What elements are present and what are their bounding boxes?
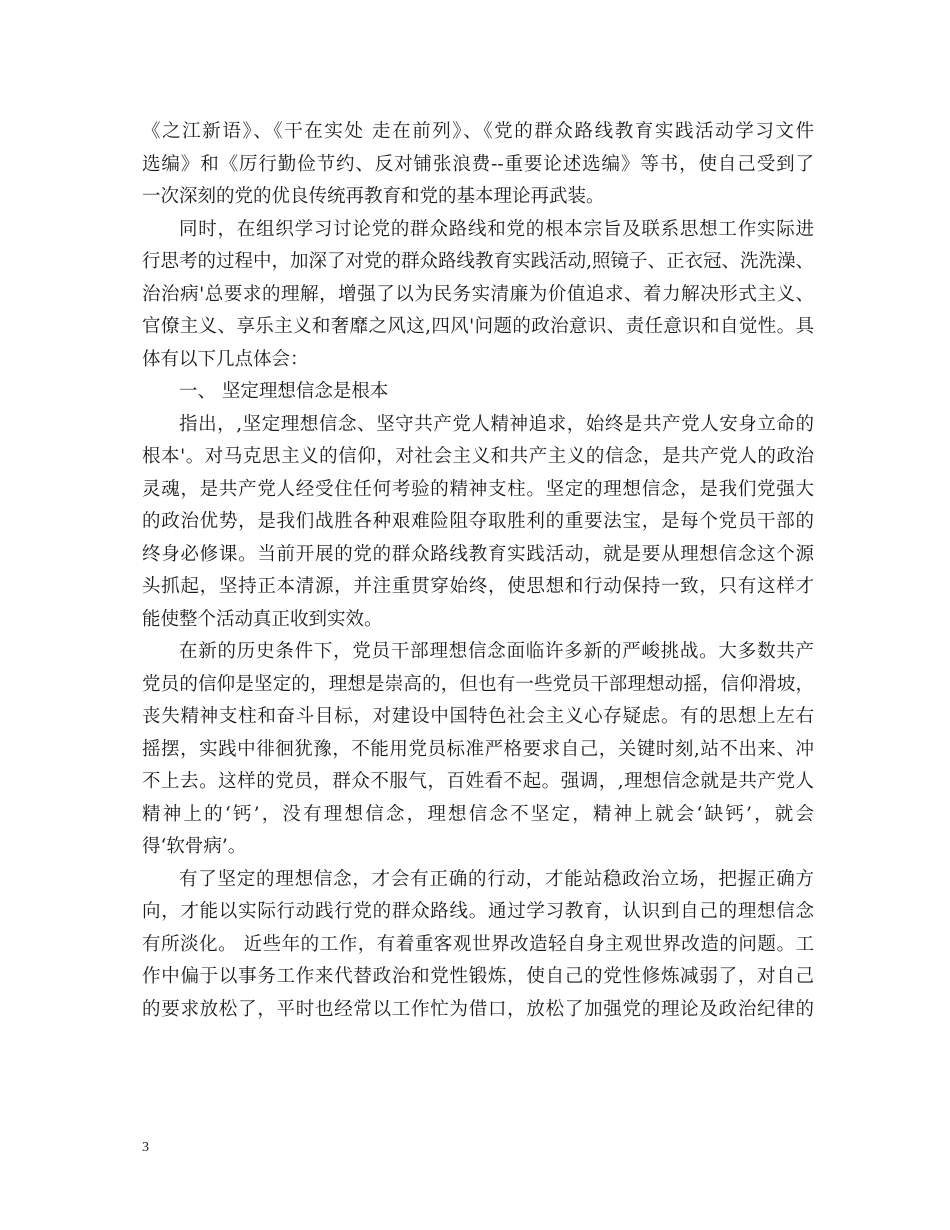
text-line: 不上去。这样的党员，群众不服气，百姓看不起。强调，,理想信念就是共产党人 [142,771,814,792]
section-heading: 一、 坚定理想信念是根本 [179,381,389,402]
text-line: 精神上的‘钙’，没有理想信念，理想信念不坚定，精神上就会‘缺钙’，就会 [142,803,814,825]
text-line: 的要求放松了，平时也经常以工作忙为借口，放松了加强党的理论及政治纪律的 [142,998,814,1020]
text-line: 《之江新语》、《干在实处 走在前列》、《党的群众路线教育实践活动学习文件 [142,121,814,142]
text-line: 一次深刻的党的优良传统再教育和党的基本理论再武装。 [142,186,605,207]
page-number: 3 [142,1140,149,1155]
document-body [142,116,814,1026]
text-line: 灵魂，是共产党人经受住任何考验的精神支柱。坚定的理想信念，是我们党强大 [142,478,814,500]
text-line: 党员的信仰是坚定的，理想是崇高的，但也有一些党员干部理想动摇，信仰滑坡， [142,673,814,695]
text-line: 官僚主义、享乐主义和奢靡之风这,四风'问题的政治意识、责任意识和自觉性。具 [142,316,814,337]
text-line: 丧失精神支柱和奋斗目标，对建设中国特色社会主义心存疑虑。有的思想上左右 [142,706,814,727]
text-line: 摇摆，实践中徘徊犹豫，不能用党员标准严格要求自己，关键时刻,站不出来、冲 [142,738,814,760]
text-line: 有所淡化。 近些年的工作，有着重客观世界改造轻自身主观世界改造的问题。工 [142,933,814,955]
text-line: 根本'。对马克思主义的信仰，对社会主义和共产主义的信念，是共产党人的政治 [142,446,814,467]
text-line: 同时，在组织学习讨论党的群众路线和党的根本宗旨及联系思想工作实际进 [179,218,814,240]
text-line: 终身必修课。当前开展的党的群众路线教育实践活动，就是要从理想信念这个源 [142,543,814,565]
text-line: 治治病'总要求的理解，增强了以为民务实清廉为价值追求、着力解决形式主义、 [142,283,814,305]
text-line: 头抓起，坚持正本清源，并注重贯穿始终，使思想和行动保持一致，只有这样才 [142,576,814,597]
text-line: 能使整个活动真正收到实效。 [142,608,383,630]
text-line: 行思考的过程中，加深了对党的群众路线教育实践活动,照镜子、正衣冠、洗洗澡、 [142,251,814,272]
text-line: 得‘软骨病’。 [142,836,247,857]
text-line: 指出，,坚定理想信念、坚守共产党人精神追求，始终是共产党人安身立命的 [179,413,814,435]
text-line: 在新的历史条件下，党员干部理想信念面临许多新的严峻挑战。大多数共产 [179,641,814,662]
text-line: 的政治优势，是我们战胜各种艰难险阻夺取胜利的重要法宝，是每个党员干部的 [142,511,814,532]
text-line: 作中偏于以事务工作来代替政治和党性锻炼，使自己的党性修炼减弱了，对自己 [142,966,814,987]
text-line: 选编》和《厉行勤俭节约、反对铺张浪费--重要论述选编》等书，使自己受到了 [142,153,814,175]
text-line: 有了坚定的理想信念，才会有正确的行动，才能站稳政治立场，把握正确方 [179,868,814,890]
text-line: 向，才能以实际行动践行党的群众路线。通过学习教育，认识到自己的理想信念 [142,901,814,922]
text-line: 体有以下几点体会： [142,348,309,370]
